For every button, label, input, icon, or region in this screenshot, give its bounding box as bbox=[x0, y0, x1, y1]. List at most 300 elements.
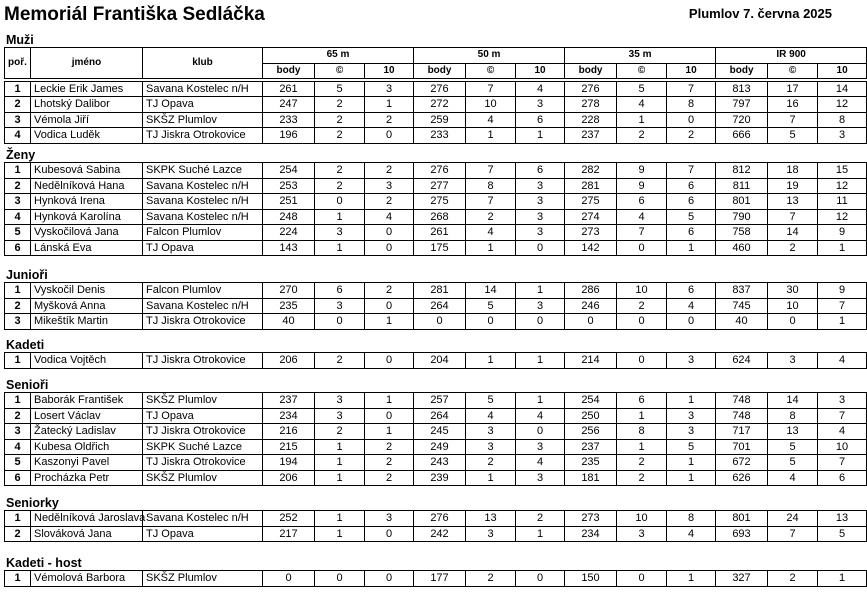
score-cell: 16 bbox=[768, 97, 818, 113]
club-cell: SKPK Suché Lazce bbox=[143, 163, 263, 179]
score-cell: 142 bbox=[565, 240, 617, 256]
score-cell: 1 bbox=[315, 526, 365, 542]
score-cell: 0 bbox=[365, 128, 414, 144]
score-cell: 460 bbox=[716, 240, 768, 256]
score-cell: 2 bbox=[315, 353, 365, 369]
club-cell: SKŠZ Plumlov bbox=[143, 571, 263, 587]
score-cell: 12 bbox=[818, 209, 867, 225]
header-subcolumn: body bbox=[716, 63, 768, 79]
table-row bbox=[5, 571, 867, 587]
name-cell: Lánská Eva bbox=[31, 240, 143, 256]
score-cell: 270 bbox=[263, 283, 315, 299]
score-cell: 0 bbox=[617, 314, 667, 330]
score-cell: 3 bbox=[365, 178, 414, 194]
score-cell: 8 bbox=[466, 178, 516, 194]
score-cell: 327 bbox=[716, 571, 768, 587]
name-cell: Nedělníková Jaroslava bbox=[31, 511, 143, 527]
header-subcolumn: 10 bbox=[667, 63, 716, 79]
score-cell: 6 bbox=[667, 225, 716, 241]
score-cell: 0 bbox=[315, 194, 365, 210]
name-cell: Vodica Vojtěch bbox=[31, 353, 143, 369]
score-cell: 224 bbox=[263, 225, 315, 241]
club-cell: Savana Kostelec n/H bbox=[143, 81, 263, 97]
score-cell: 9 bbox=[617, 163, 667, 179]
score-cell: 4 bbox=[466, 408, 516, 424]
score-cell: 214 bbox=[565, 353, 617, 369]
results-table bbox=[4, 392, 867, 486]
score-cell: 0 bbox=[565, 314, 617, 330]
score-cell: 237 bbox=[565, 128, 617, 144]
score-cell: 281 bbox=[414, 283, 466, 299]
score-cell: 7 bbox=[466, 194, 516, 210]
score-cell: 177 bbox=[414, 571, 466, 587]
score-cell: 1 bbox=[365, 393, 414, 409]
section-title: Senioři bbox=[6, 378, 49, 392]
score-cell: 3 bbox=[818, 128, 867, 144]
score-cell: 2 bbox=[516, 511, 565, 527]
score-cell: 175 bbox=[414, 240, 466, 256]
rank-cell: 4 bbox=[5, 439, 31, 455]
score-cell: 14 bbox=[768, 225, 818, 241]
score-cell: 13 bbox=[768, 424, 818, 440]
score-cell: 701 bbox=[716, 439, 768, 455]
score-cell: 693 bbox=[716, 526, 768, 542]
score-cell: 233 bbox=[263, 112, 315, 128]
club-cell: SKŠZ Plumlov bbox=[143, 112, 263, 128]
name-cell: Hynková Karolína bbox=[31, 209, 143, 225]
table-row bbox=[5, 393, 867, 409]
score-cell: 268 bbox=[414, 209, 466, 225]
score-cell: 2 bbox=[617, 470, 667, 486]
table-row bbox=[5, 511, 867, 527]
score-cell: 3 bbox=[315, 225, 365, 241]
header-subcolumn: 10 bbox=[818, 63, 867, 79]
club-cell: TJ Jiskra Otrokovice bbox=[143, 128, 263, 144]
score-cell: 0 bbox=[516, 240, 565, 256]
score-cell: 1 bbox=[466, 240, 516, 256]
score-cell: 246 bbox=[565, 298, 617, 314]
score-cell: 5 bbox=[818, 526, 867, 542]
score-cell: 8 bbox=[818, 112, 867, 128]
score-cell: 811 bbox=[716, 178, 768, 194]
score-cell: 1 bbox=[818, 314, 867, 330]
score-cell: 758 bbox=[716, 225, 768, 241]
score-cell: 0 bbox=[315, 571, 365, 587]
score-cell: 812 bbox=[716, 163, 768, 179]
score-cell: 2 bbox=[466, 455, 516, 471]
table-row bbox=[5, 353, 867, 369]
section-title: Ženy bbox=[6, 148, 36, 162]
score-cell: 4 bbox=[365, 209, 414, 225]
score-cell: 2 bbox=[617, 298, 667, 314]
name-cell: Vodica Luděk bbox=[31, 128, 143, 144]
score-cell: 0 bbox=[617, 240, 667, 256]
score-cell: 274 bbox=[565, 209, 617, 225]
club-cell: Savana Kostelec n/H bbox=[143, 209, 263, 225]
score-cell: 264 bbox=[414, 298, 466, 314]
name-cell: Kubesa Oldřich bbox=[31, 439, 143, 455]
score-cell: 1 bbox=[617, 408, 667, 424]
table-row bbox=[5, 283, 867, 299]
score-cell: 282 bbox=[565, 163, 617, 179]
score-cell: 3 bbox=[516, 209, 565, 225]
score-cell: 1 bbox=[667, 240, 716, 256]
score-cell: 0 bbox=[365, 408, 414, 424]
score-cell: 204 bbox=[414, 353, 466, 369]
section-title: Seniorky bbox=[6, 496, 59, 510]
score-cell: 3 bbox=[768, 353, 818, 369]
score-cell: 19 bbox=[768, 178, 818, 194]
score-cell: 264 bbox=[414, 408, 466, 424]
score-cell: 206 bbox=[263, 470, 315, 486]
score-cell: 0 bbox=[667, 112, 716, 128]
header-subcolumn: 10 bbox=[516, 63, 565, 79]
score-cell: 250 bbox=[565, 408, 617, 424]
score-cell: 3 bbox=[315, 393, 365, 409]
score-cell: 7 bbox=[818, 298, 867, 314]
rank-cell: 1 bbox=[5, 571, 31, 587]
score-cell: 7 bbox=[818, 455, 867, 471]
score-cell: 7 bbox=[768, 112, 818, 128]
score-cell: 717 bbox=[716, 424, 768, 440]
score-cell: 10 bbox=[617, 283, 667, 299]
score-cell: 1 bbox=[315, 240, 365, 256]
rank-cell: 2 bbox=[5, 298, 31, 314]
score-cell: 2 bbox=[466, 209, 516, 225]
header-rank: poř. bbox=[5, 48, 31, 79]
club-cell: TJ Jiskra Otrokovice bbox=[143, 314, 263, 330]
score-cell: 1 bbox=[315, 455, 365, 471]
score-cell: 239 bbox=[414, 470, 466, 486]
club-cell: TJ Opava bbox=[143, 408, 263, 424]
score-cell: 0 bbox=[365, 353, 414, 369]
score-cell: 3 bbox=[818, 393, 867, 409]
header-subcolumn: body bbox=[263, 63, 315, 79]
score-cell: 257 bbox=[414, 393, 466, 409]
score-cell: 5 bbox=[768, 439, 818, 455]
score-cell: 1 bbox=[466, 128, 516, 144]
score-cell: 3 bbox=[516, 298, 565, 314]
score-cell: 4 bbox=[768, 470, 818, 486]
table-row bbox=[5, 163, 867, 179]
score-cell: 4 bbox=[516, 455, 565, 471]
name-cell: Vyskočilová Jana bbox=[31, 225, 143, 241]
score-cell: 10 bbox=[466, 97, 516, 113]
score-cell: 2 bbox=[315, 112, 365, 128]
table-row bbox=[5, 455, 867, 471]
name-cell: Kubesová Sabina bbox=[31, 163, 143, 179]
score-cell: 3 bbox=[667, 424, 716, 440]
score-cell: 2 bbox=[315, 128, 365, 144]
score-cell: 13 bbox=[768, 194, 818, 210]
score-cell: 1 bbox=[516, 526, 565, 542]
section-title: Kadeti - host bbox=[6, 556, 82, 570]
score-cell: 235 bbox=[263, 298, 315, 314]
score-cell: 2 bbox=[466, 571, 516, 587]
score-cell: 9 bbox=[617, 178, 667, 194]
score-cell: 2 bbox=[365, 455, 414, 471]
score-cell: 7 bbox=[667, 81, 716, 97]
score-cell: 30 bbox=[768, 283, 818, 299]
name-cell: Myšková Anna bbox=[31, 298, 143, 314]
score-cell: 7 bbox=[768, 209, 818, 225]
rank-cell: 1 bbox=[5, 283, 31, 299]
club-cell: SKŠZ Plumlov bbox=[143, 470, 263, 486]
score-cell: 4 bbox=[667, 526, 716, 542]
score-cell: 0 bbox=[263, 571, 315, 587]
score-cell: 790 bbox=[716, 209, 768, 225]
club-cell: Falcon Plumlov bbox=[143, 283, 263, 299]
score-cell: 2 bbox=[667, 128, 716, 144]
score-cell: 2 bbox=[365, 439, 414, 455]
score-cell: 3 bbox=[315, 298, 365, 314]
table-row bbox=[5, 314, 867, 330]
score-cell: 252 bbox=[263, 511, 315, 527]
name-cell: Vémola Jiří bbox=[31, 112, 143, 128]
header-name: jméno bbox=[31, 48, 143, 79]
rank-cell: 5 bbox=[5, 225, 31, 241]
score-cell: 5 bbox=[667, 439, 716, 455]
score-cell: 7 bbox=[768, 526, 818, 542]
header-subcolumn: body bbox=[565, 63, 617, 79]
score-cell: 1 bbox=[667, 455, 716, 471]
score-cell: 1 bbox=[818, 571, 867, 587]
score-cell: 278 bbox=[565, 97, 617, 113]
score-cell: 4 bbox=[466, 112, 516, 128]
score-cell: 234 bbox=[565, 526, 617, 542]
score-cell: 1 bbox=[365, 424, 414, 440]
table-row bbox=[5, 128, 867, 144]
table-row bbox=[5, 439, 867, 455]
score-cell: 2 bbox=[768, 240, 818, 256]
score-cell: 4 bbox=[516, 81, 565, 97]
table-row bbox=[5, 298, 867, 314]
score-cell: 3 bbox=[466, 424, 516, 440]
table-row bbox=[5, 225, 867, 241]
rank-cell: 2 bbox=[5, 178, 31, 194]
score-cell: 7 bbox=[466, 81, 516, 97]
score-cell: 7 bbox=[667, 163, 716, 179]
name-cell: Vyskočil Denis bbox=[31, 283, 143, 299]
club-cell: Falcon Plumlov bbox=[143, 225, 263, 241]
score-cell: 234 bbox=[263, 408, 315, 424]
score-cell: 6 bbox=[516, 163, 565, 179]
score-cell: 3 bbox=[516, 194, 565, 210]
club-cell: Savana Kostelec n/H bbox=[143, 178, 263, 194]
header-subcolumn: © bbox=[768, 63, 818, 79]
score-cell: 6 bbox=[315, 283, 365, 299]
score-cell: 150 bbox=[565, 571, 617, 587]
score-cell: 666 bbox=[716, 128, 768, 144]
score-cell: 18 bbox=[768, 163, 818, 179]
score-cell: 14 bbox=[768, 393, 818, 409]
club-cell: Savana Kostelec n/H bbox=[143, 194, 263, 210]
rank-cell: 1 bbox=[5, 511, 31, 527]
table-row bbox=[5, 97, 867, 113]
score-cell: 11 bbox=[818, 194, 867, 210]
score-cell: 3 bbox=[516, 97, 565, 113]
score-cell: 251 bbox=[263, 194, 315, 210]
club-cell: SKŠZ Plumlov bbox=[143, 393, 263, 409]
score-cell: 217 bbox=[263, 526, 315, 542]
score-cell: 181 bbox=[565, 470, 617, 486]
score-cell: 8 bbox=[667, 511, 716, 527]
table-row bbox=[5, 408, 867, 424]
table-row bbox=[5, 112, 867, 128]
score-cell: 1 bbox=[315, 470, 365, 486]
header-round: IR 900 bbox=[716, 48, 867, 64]
score-cell: 261 bbox=[263, 81, 315, 97]
score-cell: 0 bbox=[617, 571, 667, 587]
header-round: 50 m bbox=[414, 48, 565, 64]
score-cell: 216 bbox=[263, 424, 315, 440]
score-cell: 1 bbox=[516, 128, 565, 144]
score-cell: 196 bbox=[263, 128, 315, 144]
score-cell: 6 bbox=[617, 194, 667, 210]
score-cell: 237 bbox=[263, 393, 315, 409]
score-cell: 10 bbox=[768, 298, 818, 314]
score-cell: 276 bbox=[565, 81, 617, 97]
score-cell: 5 bbox=[768, 455, 818, 471]
table-row bbox=[5, 209, 867, 225]
score-cell: 243 bbox=[414, 455, 466, 471]
rank-cell: 3 bbox=[5, 112, 31, 128]
score-cell: 0 bbox=[768, 314, 818, 330]
score-cell: 626 bbox=[716, 470, 768, 486]
score-cell: 2 bbox=[315, 97, 365, 113]
score-cell: 4 bbox=[667, 298, 716, 314]
score-cell: 801 bbox=[716, 511, 768, 527]
score-cell: 1 bbox=[667, 571, 716, 587]
name-cell: Kaszonyi Pavel bbox=[31, 455, 143, 471]
section-title: Muži bbox=[6, 33, 34, 47]
score-cell: 3 bbox=[315, 408, 365, 424]
score-cell: 6 bbox=[617, 393, 667, 409]
score-cell: 215 bbox=[263, 439, 315, 455]
club-cell: SKPK Suché Lazce bbox=[143, 439, 263, 455]
score-cell: 720 bbox=[716, 112, 768, 128]
score-cell: 242 bbox=[414, 526, 466, 542]
score-cell: 3 bbox=[516, 225, 565, 241]
score-cell: 0 bbox=[466, 314, 516, 330]
score-cell: 1 bbox=[667, 470, 716, 486]
score-cell: 5 bbox=[768, 128, 818, 144]
rank-cell: 6 bbox=[5, 240, 31, 256]
name-cell: Žatecký Ladislav bbox=[31, 424, 143, 440]
score-cell: 1 bbox=[516, 393, 565, 409]
rank-cell: 1 bbox=[5, 353, 31, 369]
header-subcolumn: © bbox=[466, 63, 516, 79]
score-cell: 14 bbox=[818, 81, 867, 97]
score-cell: 143 bbox=[263, 240, 315, 256]
score-cell: 6 bbox=[516, 112, 565, 128]
score-cell: 7 bbox=[617, 225, 667, 241]
score-cell: 13 bbox=[466, 511, 516, 527]
name-cell: Procházka Petr bbox=[31, 470, 143, 486]
score-cell: 0 bbox=[516, 314, 565, 330]
score-cell: 4 bbox=[818, 353, 867, 369]
score-cell: 7 bbox=[818, 408, 867, 424]
club-cell: TJ Jiskra Otrokovice bbox=[143, 455, 263, 471]
score-cell: 40 bbox=[263, 314, 315, 330]
score-cell: 1 bbox=[617, 439, 667, 455]
score-cell: 272 bbox=[414, 97, 466, 113]
score-cell: 1 bbox=[516, 283, 565, 299]
score-cell: 748 bbox=[716, 408, 768, 424]
score-cell: 273 bbox=[565, 511, 617, 527]
score-cell: 3 bbox=[365, 81, 414, 97]
score-cell: 8 bbox=[768, 408, 818, 424]
score-cell: 0 bbox=[414, 314, 466, 330]
rank-cell: 4 bbox=[5, 209, 31, 225]
score-cell: 1 bbox=[315, 511, 365, 527]
rank-cell: 1 bbox=[5, 163, 31, 179]
table-row bbox=[5, 470, 867, 486]
score-cell: 6 bbox=[818, 470, 867, 486]
score-cell: 6 bbox=[667, 178, 716, 194]
header-round: 65 m bbox=[263, 48, 414, 64]
score-cell: 1 bbox=[315, 209, 365, 225]
score-cell: 0 bbox=[516, 571, 565, 587]
header-subcolumn: © bbox=[315, 63, 365, 79]
table-row bbox=[5, 178, 867, 194]
name-cell: Vémolová Barbora bbox=[31, 571, 143, 587]
score-cell: 5 bbox=[466, 298, 516, 314]
rank-cell: 2 bbox=[5, 526, 31, 542]
score-cell: 1 bbox=[617, 112, 667, 128]
score-cell: 1 bbox=[365, 97, 414, 113]
score-cell: 12 bbox=[818, 97, 867, 113]
name-cell: Hynková Irena bbox=[31, 194, 143, 210]
score-cell: 1 bbox=[315, 439, 365, 455]
score-cell: 3 bbox=[365, 511, 414, 527]
score-cell: 2 bbox=[315, 163, 365, 179]
score-cell: 672 bbox=[716, 455, 768, 471]
score-cell: 0 bbox=[315, 314, 365, 330]
table-row bbox=[5, 526, 867, 542]
rank-cell: 2 bbox=[5, 408, 31, 424]
score-cell: 813 bbox=[716, 81, 768, 97]
club-cell: Savana Kostelec n/H bbox=[143, 298, 263, 314]
score-cell: 0 bbox=[365, 571, 414, 587]
score-cell: 277 bbox=[414, 178, 466, 194]
score-cell: 3 bbox=[667, 353, 716, 369]
score-cell: 0 bbox=[365, 526, 414, 542]
score-cell: 2 bbox=[365, 194, 414, 210]
results-table bbox=[4, 510, 867, 542]
score-cell: 3 bbox=[516, 470, 565, 486]
results-table bbox=[4, 352, 867, 369]
score-cell: 2 bbox=[365, 163, 414, 179]
score-cell: 8 bbox=[667, 97, 716, 113]
score-cell: 228 bbox=[565, 112, 617, 128]
score-cell: 797 bbox=[716, 97, 768, 113]
score-cell: 9 bbox=[818, 225, 867, 241]
score-cell: 276 bbox=[414, 511, 466, 527]
name-cell: Leckie Erik James bbox=[31, 81, 143, 97]
score-cell: 249 bbox=[414, 439, 466, 455]
score-cell: 13 bbox=[818, 511, 867, 527]
score-cell: 10 bbox=[818, 439, 867, 455]
score-cell: 2 bbox=[365, 112, 414, 128]
score-cell: 3 bbox=[516, 439, 565, 455]
score-cell: 0 bbox=[365, 225, 414, 241]
score-cell: 2 bbox=[315, 424, 365, 440]
score-cell: 2 bbox=[768, 571, 818, 587]
score-cell: 237 bbox=[565, 439, 617, 455]
score-cell: 6 bbox=[667, 194, 716, 210]
score-cell: 8 bbox=[617, 424, 667, 440]
